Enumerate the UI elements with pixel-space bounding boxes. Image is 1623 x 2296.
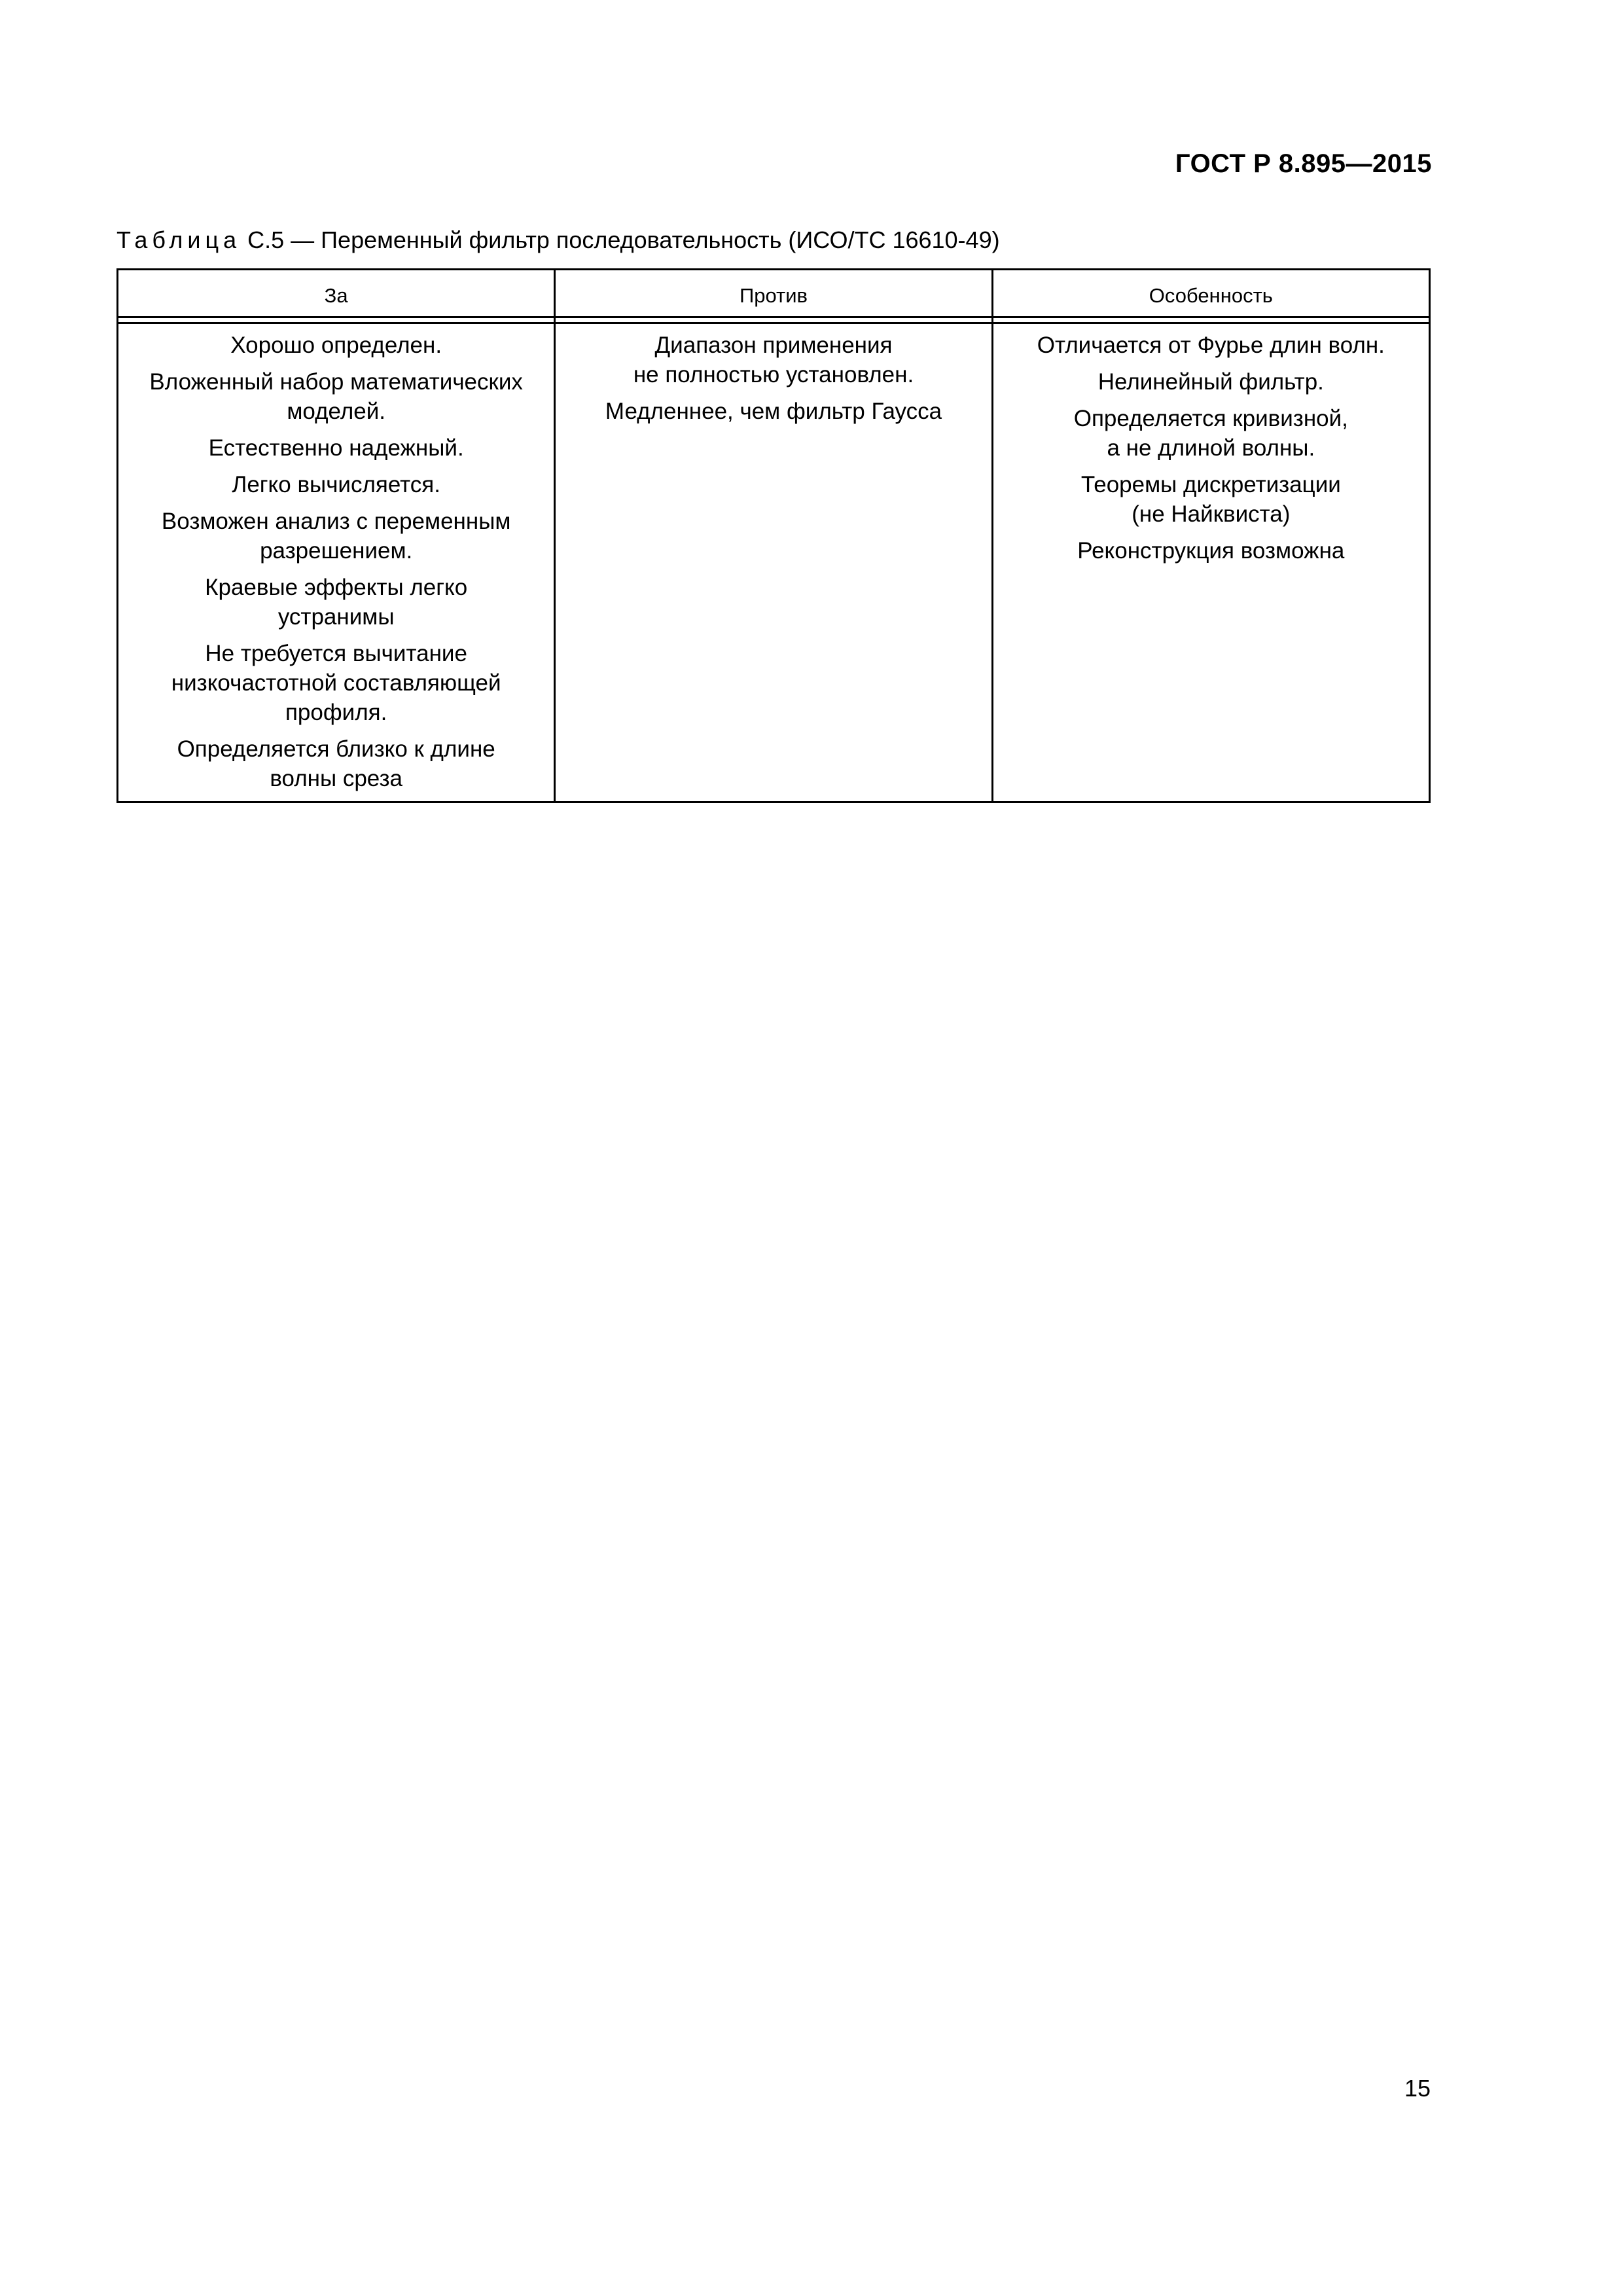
separator-cell — [118, 317, 555, 323]
features-entry: Отличается от Фурье длин волн. — [1037, 332, 1385, 358]
separator-cell — [992, 317, 1429, 323]
column-header-features: Особенность — [992, 270, 1429, 317]
features-entry: Реконструкция возможна — [1077, 538, 1345, 564]
standard-code: ГОСТ Р 8.895—2015 — [1175, 149, 1432, 178]
pros-entry: Возможен анализ с переменным разрешением. — [161, 509, 511, 564]
table-row — [118, 323, 1430, 802]
pros-entry: Не требуется вычитание низкочастотной составляющей профиля. — [171, 641, 501, 725]
header-separator — [118, 317, 1430, 323]
features-cell — [992, 323, 1429, 802]
pros-entry: Определяется близко к длине волны среза — [177, 736, 495, 791]
cons-entry: Медленнее, чем фильтр Гаусса — [605, 399, 942, 424]
features-entry: Теоремы дискретизации (не Найквиста) — [1080, 472, 1341, 527]
column-header-cons: Против — [555, 270, 992, 317]
page-number: 15 — [1404, 2075, 1431, 2102]
table-caption — [116, 226, 1000, 254]
pros-entry: Естественно надежный. — [208, 435, 464, 461]
table-caption-prefix: Таблица — [116, 226, 241, 253]
comparison-table — [116, 268, 1431, 803]
table-header-row — [118, 270, 1430, 317]
pros-cell — [118, 323, 555, 802]
features-entry: Определяется кривизной, а не длиной волны. — [1073, 406, 1348, 461]
cons-entry: Диапазон применения не полностью установлен. — [633, 332, 914, 387]
features-entry: Нелинейный фильтр. — [1097, 369, 1324, 395]
separator-cell — [555, 317, 992, 323]
pros-entry: Хорошо определен. — [230, 332, 442, 358]
pros-entry: Краевые эффекты легко устранимы — [205, 575, 468, 630]
table-caption-title: С.5 — Переменный фильтр последовательность (ИСО/ТС 16610-49) — [241, 226, 1000, 253]
pros-entry: Вложенный набор математических моделей. — [149, 369, 523, 424]
cons-cell — [555, 323, 992, 802]
column-header-pros: За — [118, 270, 555, 317]
pros-entry: Легко вычисляется. — [232, 472, 440, 497]
